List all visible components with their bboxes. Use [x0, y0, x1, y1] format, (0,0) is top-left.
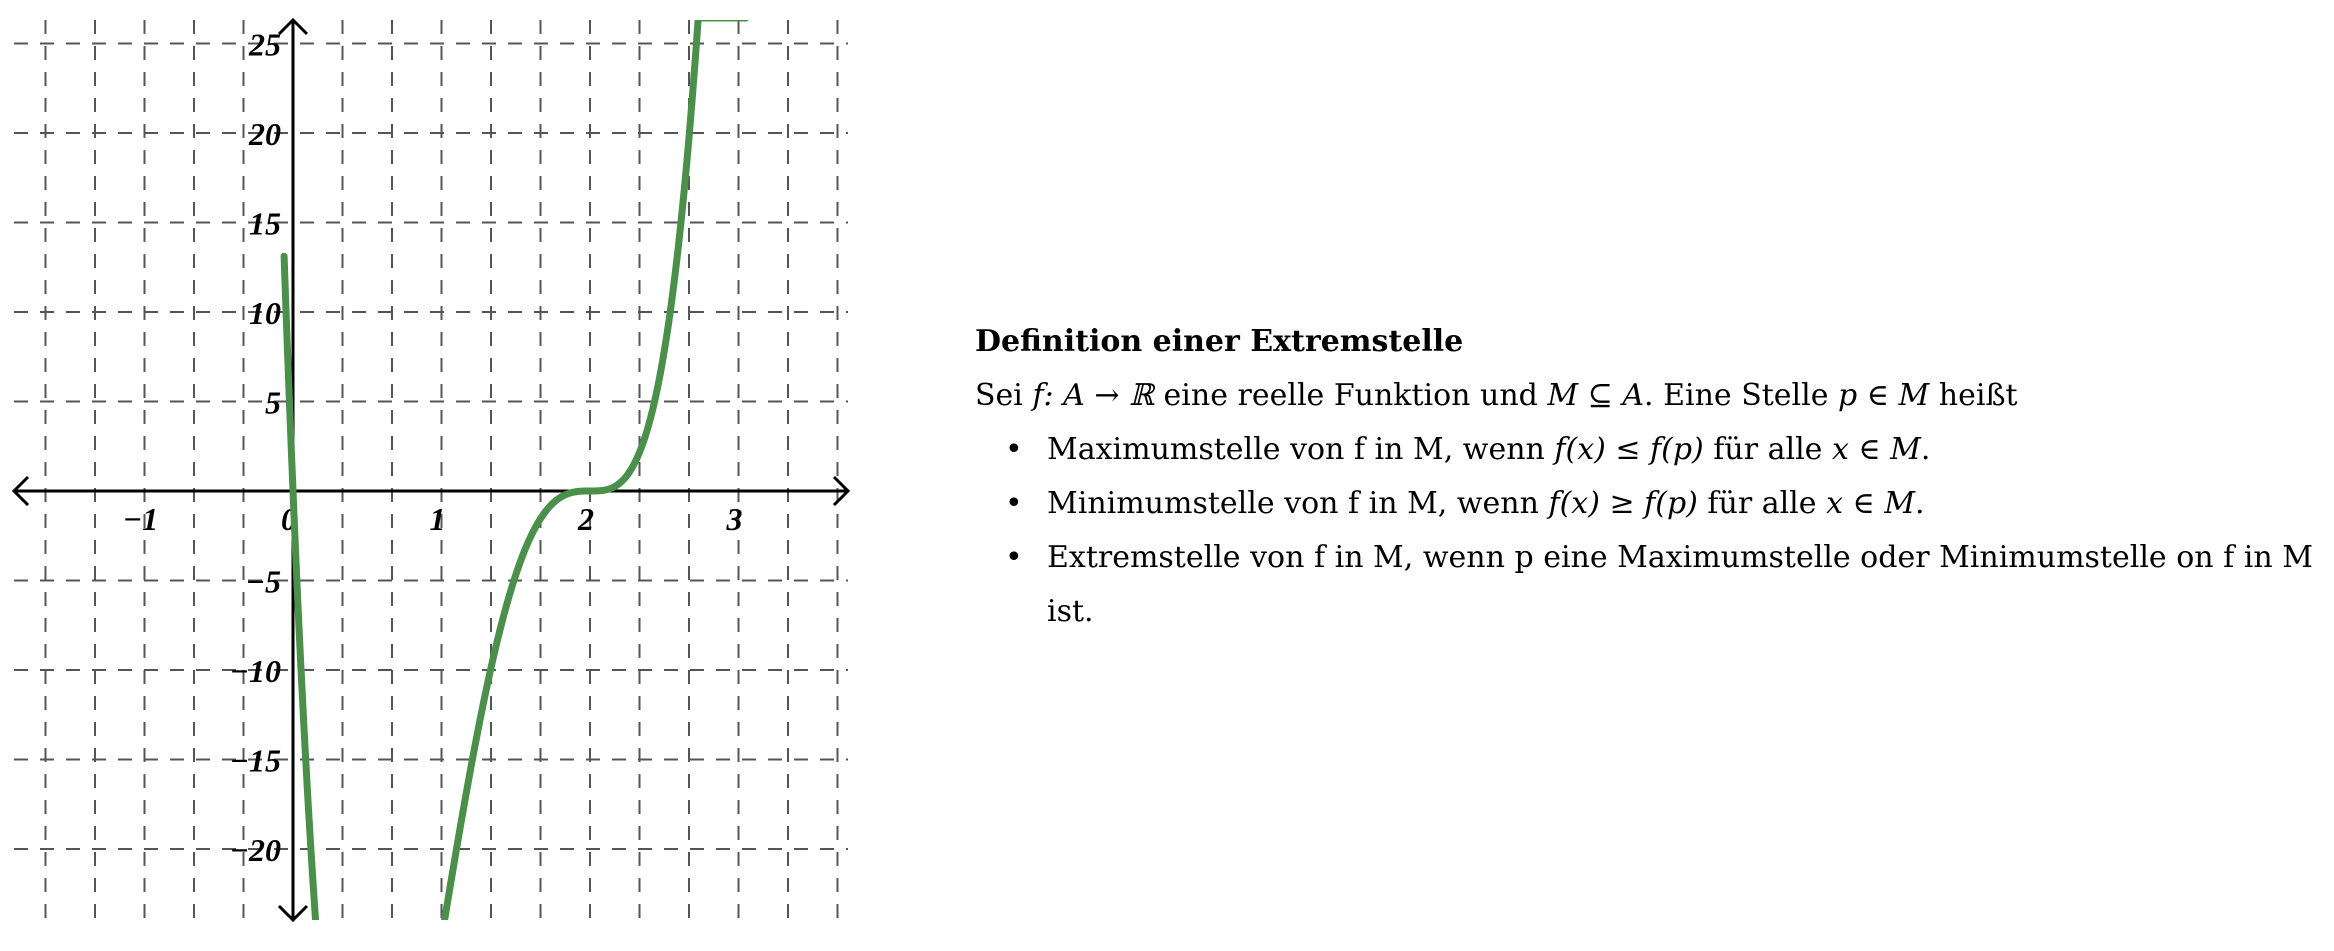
intro-math-point: p ∈ M: [1838, 378, 1930, 413]
x-tick-label: 3: [726, 501, 743, 537]
y-tick-label: 20: [249, 116, 281, 152]
definition-box: [975, 315, 2325, 639]
item-math-domain: x ∈ M: [1826, 486, 1915, 521]
function-graph: [0, 0, 870, 930]
grid-lines: [14, 20, 848, 920]
definition-intro: [975, 369, 2325, 423]
tick-labels: [123, 27, 743, 869]
item-text: Minimumstelle von f in M, wenn: [1047, 486, 1549, 521]
function-curve: [284, 18, 746, 930]
intro-text-2: eine reelle Funktion und: [1154, 378, 1548, 413]
item-text: .: [1920, 432, 1931, 467]
y-tick-label: 15: [249, 205, 281, 242]
item-text: Extremstelle von f in M, wenn p eine Maximumstelle oder Minimumstelle on f in M ist.: [1047, 540, 2313, 629]
intro-text-3: . Eine Stelle: [1644, 378, 1839, 413]
item-math-condition: f(x) ≥ f(p): [1548, 486, 1698, 521]
item-text: für alle: [1703, 432, 1832, 467]
item-text: für alle: [1697, 486, 1827, 521]
intro-text-1: Sei: [975, 378, 1033, 413]
item-math-condition: f(x) ≤ f(p): [1554, 432, 1704, 467]
y-tick-label: −20: [229, 832, 281, 868]
item-math-domain: x ∈ M: [1831, 432, 1921, 467]
y-tick-label: −5: [245, 563, 281, 600]
axes: [14, 20, 848, 920]
x-tick-label: 2: [578, 501, 594, 537]
item-text: Maximumstelle von f in M, wenn: [1047, 432, 1555, 467]
item-text: .: [1914, 486, 1925, 521]
y-tick-label: −10: [229, 653, 281, 689]
bullet: •: [1005, 540, 1023, 575]
definition-list: [975, 423, 2325, 639]
list-item-minimum: [1005, 477, 2325, 531]
list-item-extremum: [1005, 531, 2325, 639]
intro-math-function: f: A → ℝ: [1032, 378, 1154, 413]
y-tick-label: −15: [229, 742, 281, 779]
intro-math-subset: M ⊆ A: [1547, 378, 1645, 413]
x-tick-label: −1: [122, 501, 159, 537]
x-tick-label: 0: [281, 501, 297, 537]
definition-title: Definition einer Extremstelle: [975, 324, 1464, 359]
list-item-maximum: [1005, 423, 2325, 477]
x-tick-label: 1: [429, 501, 446, 537]
intro-text-4: heißt: [1929, 378, 2018, 413]
y-tick-label: 5: [265, 384, 281, 421]
bullet: •: [1005, 432, 1023, 467]
y-tick-label: 10: [249, 295, 281, 331]
y-tick-label: 25: [249, 26, 281, 63]
bullet: •: [1005, 486, 1023, 521]
